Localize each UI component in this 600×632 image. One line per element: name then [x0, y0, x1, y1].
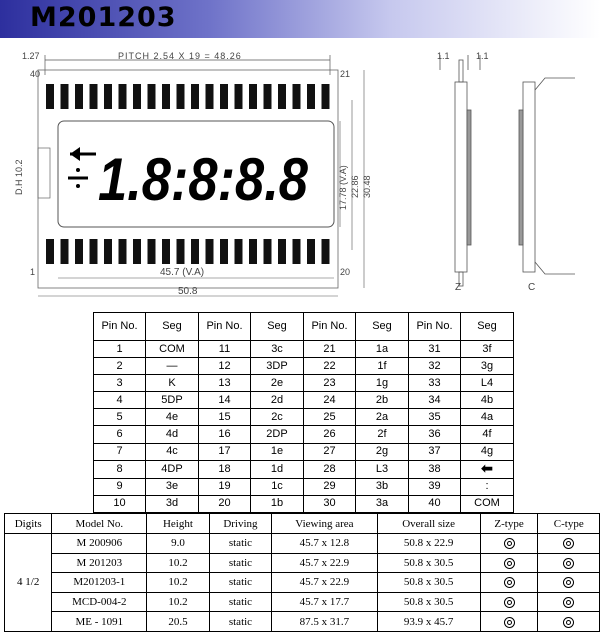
dim-height-22: 22.86 — [350, 175, 360, 198]
model-header-cell: C-type — [538, 514, 600, 534]
pin-number-cell: 16 — [199, 426, 251, 443]
model-data-cell: static — [209, 592, 272, 612]
model-data-cell: M 201203 — [52, 553, 147, 573]
segment-cell: 1b — [251, 495, 304, 512]
segment-cell: 4f — [461, 426, 514, 443]
model-data-cell: 50.8 x 30.5 — [377, 553, 480, 573]
segment-cell: 2f — [356, 426, 409, 443]
model-data-cell: static — [209, 534, 272, 554]
double-circle-icon — [563, 617, 574, 628]
segment-cell: 1f — [356, 358, 409, 375]
pin-number-cell: 22 — [304, 358, 356, 375]
table-row — [94, 478, 514, 495]
pin-number-cell: 39 — [409, 478, 461, 495]
pin-number-cell: 30 — [304, 495, 356, 512]
pin-top — [249, 84, 257, 109]
model-header-cell: Z-type — [480, 514, 538, 534]
pin-label-20: 20 — [340, 267, 351, 277]
c-type-cell — [538, 612, 600, 632]
pin-top — [90, 84, 98, 109]
pin-number-cell: 27 — [304, 443, 356, 460]
segment-cell: 2a — [356, 409, 409, 426]
pin-number-cell: 9 — [94, 478, 146, 495]
table-row — [94, 495, 514, 512]
z-type-cell — [480, 612, 538, 632]
pin-number-cell: 38 — [409, 460, 461, 478]
pin-top — [307, 84, 315, 109]
model-data-cell: M 200906 — [52, 534, 147, 554]
segment-cell: 1a — [356, 341, 409, 358]
table-row — [94, 443, 514, 460]
pin-number-cell: 2 — [94, 358, 146, 375]
pin-no-header: Pin No. — [94, 313, 146, 341]
pin-top — [206, 84, 214, 109]
pin-top — [75, 84, 83, 109]
pin-top — [293, 84, 301, 109]
pin-number-cell: 3 — [94, 375, 146, 392]
pin-no-header: Pin No. — [304, 313, 356, 341]
pin-bottom — [322, 239, 330, 264]
table-row — [94, 358, 514, 375]
model-table-header — [5, 514, 600, 534]
model-header-cell: Height — [147, 514, 209, 534]
model-header-cell: Model No. — [52, 514, 147, 534]
model-data-cell: static — [209, 612, 272, 632]
dim-va-width: 45.7 (V.A) — [160, 267, 205, 278]
pin-number-cell: 26 — [304, 426, 356, 443]
pin-top — [104, 84, 112, 109]
segment-cell: COM — [146, 341, 199, 358]
z-type-cell — [480, 573, 538, 593]
pin-bottom — [191, 239, 199, 264]
model-data-cell: ME - 1091 — [52, 612, 147, 632]
double-circle-icon — [563, 538, 574, 549]
segment-cell: 5DP — [146, 392, 199, 409]
segment-cell: — — [146, 358, 199, 375]
segment-cell: 3DP — [251, 358, 304, 375]
model-data-cell: 20.5 — [147, 612, 209, 632]
dim-left-height: D.H 10.2 — [14, 159, 24, 195]
pin-bottom — [61, 239, 69, 264]
model-header-cell: Overall size — [377, 514, 480, 534]
segment-cell: 2b — [356, 392, 409, 409]
segment-cell: 3a — [356, 495, 409, 512]
model-data-cell: 45.7 x 22.9 — [272, 553, 377, 573]
pin-number-cell: 6 — [94, 426, 146, 443]
model-data-cell: static — [209, 573, 272, 593]
pin-top — [220, 84, 228, 109]
pin-number-cell: 24 — [304, 392, 356, 409]
pin-number-cell: 19 — [199, 478, 251, 495]
arrow-left-icon: ⬅ — [481, 459, 493, 476]
seg-header: Seg — [251, 313, 304, 341]
model-data-cell: MCD-004-2 — [52, 592, 147, 612]
pin-bottom — [278, 239, 286, 264]
pin-bottom — [75, 239, 83, 264]
segment-cell: 3e — [146, 478, 199, 495]
table-row — [94, 409, 514, 426]
segment-cell: 4e — [146, 409, 199, 426]
side-label-c: C — [528, 282, 536, 293]
pin-number-cell: 40 — [409, 495, 461, 512]
pin-number-cell: 15 — [199, 409, 251, 426]
segment-cell: 3d — [146, 495, 199, 512]
model-data-cell: 10.2 — [147, 573, 209, 593]
table-row — [5, 612, 600, 632]
pin-number-cell: 31 — [409, 341, 461, 358]
page-title: M201203 — [30, 2, 177, 33]
pin-number-cell: 1 — [94, 341, 146, 358]
pin-bottom — [148, 239, 156, 264]
table-row — [5, 553, 600, 573]
pin-number-cell: 5 — [94, 409, 146, 426]
pin-top — [133, 84, 141, 109]
pin-number-cell: 33 — [409, 375, 461, 392]
seg-header: Seg — [461, 313, 514, 341]
segment-cell: 3f — [461, 341, 514, 358]
segment-cell: 2d — [251, 392, 304, 409]
top-pin-row — [46, 84, 330, 109]
pin-bottom — [104, 239, 112, 264]
dim-top-pitch: PITCH 2.54 X 19 = 48.26 — [118, 51, 242, 61]
model-data-cell: 9.0 — [147, 534, 209, 554]
pin-label-1: 1 — [30, 267, 36, 277]
digits-cell: 4 1/2 — [5, 534, 52, 632]
c-type-cell — [538, 592, 600, 612]
c-type-cell — [538, 553, 600, 573]
dim-width: 50.8 — [178, 286, 198, 297]
segment-cell: 2g — [356, 443, 409, 460]
dim-top-left: 1.27 — [22, 51, 40, 61]
pin-number-cell: 29 — [304, 478, 356, 495]
pin-number-cell: 32 — [409, 358, 461, 375]
pin-assignment-table — [93, 312, 514, 513]
pin-number-cell: 11 — [199, 341, 251, 358]
pin-number-cell: 8 — [94, 460, 146, 478]
model-data-cell: 87.5 x 31.7 — [272, 612, 377, 632]
dim-height-30: 30.48 — [362, 175, 372, 198]
pin-bottom — [206, 239, 214, 264]
segment-cell: 4b — [461, 392, 514, 409]
pin-number-cell: 14 — [199, 392, 251, 409]
double-circle-icon — [504, 617, 515, 628]
model-data-cell: 10.2 — [147, 553, 209, 573]
pin-no-header: Pin No. — [199, 313, 251, 341]
table-row — [94, 375, 514, 392]
pin-label-40: 40 — [30, 69, 41, 79]
side-label-z: Z — [455, 282, 462, 293]
pin-table-header — [94, 313, 514, 341]
pin-top — [278, 84, 286, 109]
side-dim-2: 1.1 — [476, 51, 489, 61]
pin-number-cell: 25 — [304, 409, 356, 426]
pin-top — [264, 84, 272, 109]
segment-cell: 3b — [356, 478, 409, 495]
model-data-cell: static — [209, 553, 272, 573]
seg-header: Seg — [146, 313, 199, 341]
segment-cell: 4d — [146, 426, 199, 443]
segment-cell: 4DP — [146, 460, 199, 478]
segment-cell: 4g — [461, 443, 514, 460]
seg-header: Seg — [356, 313, 409, 341]
table-row — [5, 573, 600, 593]
pin-number-cell: 37 — [409, 443, 461, 460]
pin-number-cell: 23 — [304, 375, 356, 392]
pin-number-cell: 4 — [94, 392, 146, 409]
pin-bottom — [249, 239, 257, 264]
segment-cell: 1d — [251, 460, 304, 478]
pin-number-cell: 21 — [304, 341, 356, 358]
side-view-z — [440, 55, 480, 286]
pin-number-cell: 34 — [409, 392, 461, 409]
pin-bottom — [177, 239, 185, 264]
segment-cell: 4c — [146, 443, 199, 460]
side-dim-1: 1.1 — [437, 51, 450, 61]
pin-top — [61, 84, 69, 109]
segment-cell: 1g — [356, 375, 409, 392]
z-type-cell — [480, 534, 538, 554]
pin-top — [235, 84, 243, 109]
model-data-cell: M201203-1 — [52, 573, 147, 593]
z-type-cell — [480, 553, 538, 573]
title-banner — [0, 0, 600, 38]
pin-bottom — [307, 239, 315, 264]
segment-cell: L3 — [356, 460, 409, 478]
table-row — [94, 392, 514, 409]
pin-top — [119, 84, 127, 109]
pin-label-21: 21 — [340, 69, 351, 79]
segment-cell: 2e — [251, 375, 304, 392]
pin-top — [191, 84, 199, 109]
segment-cell — [461, 460, 514, 478]
model-data-cell: 50.8 x 22.9 — [377, 534, 480, 554]
segment-cell: 4a — [461, 409, 514, 426]
pin-number-cell: 7 — [94, 443, 146, 460]
pin-bottom — [119, 239, 127, 264]
model-header-cell: Digits — [5, 514, 52, 534]
pin-number-cell: 13 — [199, 375, 251, 392]
model-data-cell: 93.9 x 45.7 — [377, 612, 480, 632]
pin-bottom — [133, 239, 141, 264]
table-row — [5, 592, 600, 612]
double-circle-icon — [504, 558, 515, 569]
segment-cell: 1c — [251, 478, 304, 495]
pin-bottom — [162, 239, 170, 264]
side-tab — [38, 148, 50, 198]
segment-cell: : — [461, 478, 514, 495]
pin-number-cell: 10 — [94, 495, 146, 512]
table-row — [94, 341, 514, 358]
double-circle-icon — [563, 577, 574, 588]
segment-cell: 3g — [461, 358, 514, 375]
model-data-cell: 45.7 x 12.8 — [272, 534, 377, 554]
pin-bottom — [90, 239, 98, 264]
segment-cell: L4 — [461, 375, 514, 392]
segment-cell: 1e — [251, 443, 304, 460]
display-digits: 1.8:8:8.8 — [98, 146, 309, 213]
model-header-cell: Viewing area — [272, 514, 377, 534]
pin-number-cell: 17 — [199, 443, 251, 460]
double-circle-icon — [504, 577, 515, 588]
pin-bottom — [46, 239, 54, 264]
table-row — [94, 460, 514, 478]
pin-bottom — [220, 239, 228, 264]
model-header-cell: Driving — [209, 514, 272, 534]
model-data-cell: 50.8 x 30.5 — [377, 573, 480, 593]
pin-number-cell: 28 — [304, 460, 356, 478]
double-circle-icon — [563, 597, 574, 608]
pin-number-cell: 20 — [199, 495, 251, 512]
model-data-cell: 45.7 x 17.7 — [272, 592, 377, 612]
segment-cell: COM — [461, 495, 514, 512]
segment-cell: 3c — [251, 341, 304, 358]
pin-bottom — [293, 239, 301, 264]
side-view-c — [519, 78, 575, 274]
table-row — [5, 534, 600, 554]
lcd-technical-drawing — [0, 38, 600, 310]
double-circle-icon — [563, 558, 574, 569]
pin-number-cell: 18 — [199, 460, 251, 478]
model-data-cell: 45.7 x 22.9 — [272, 573, 377, 593]
c-type-cell — [538, 534, 600, 554]
pin-top — [322, 84, 330, 109]
model-data-cell: 50.8 x 30.5 — [377, 592, 480, 612]
pin-number-cell: 35 — [409, 409, 461, 426]
segment-cell: K — [146, 375, 199, 392]
pin-top — [148, 84, 156, 109]
pin-top — [46, 84, 54, 109]
segment-cell: 2c — [251, 409, 304, 426]
pin-no-header: Pin No. — [409, 313, 461, 341]
segment-cell: 2DP — [251, 426, 304, 443]
pin-number-cell: 36 — [409, 426, 461, 443]
dim-va-height: 17.78 (V.A) — [338, 165, 348, 210]
pin-number-cell: 12 — [199, 358, 251, 375]
table-row — [94, 426, 514, 443]
z-type-cell — [480, 592, 538, 612]
model-spec-table — [4, 513, 600, 632]
model-data-cell: 10.2 — [147, 592, 209, 612]
double-circle-icon — [504, 597, 515, 608]
c-type-cell — [538, 573, 600, 593]
bottom-pin-row — [46, 239, 330, 264]
pin-bottom — [264, 239, 272, 264]
pin-top — [162, 84, 170, 109]
pin-bottom — [235, 239, 243, 264]
pin-top — [177, 84, 185, 109]
double-circle-icon — [504, 538, 515, 549]
